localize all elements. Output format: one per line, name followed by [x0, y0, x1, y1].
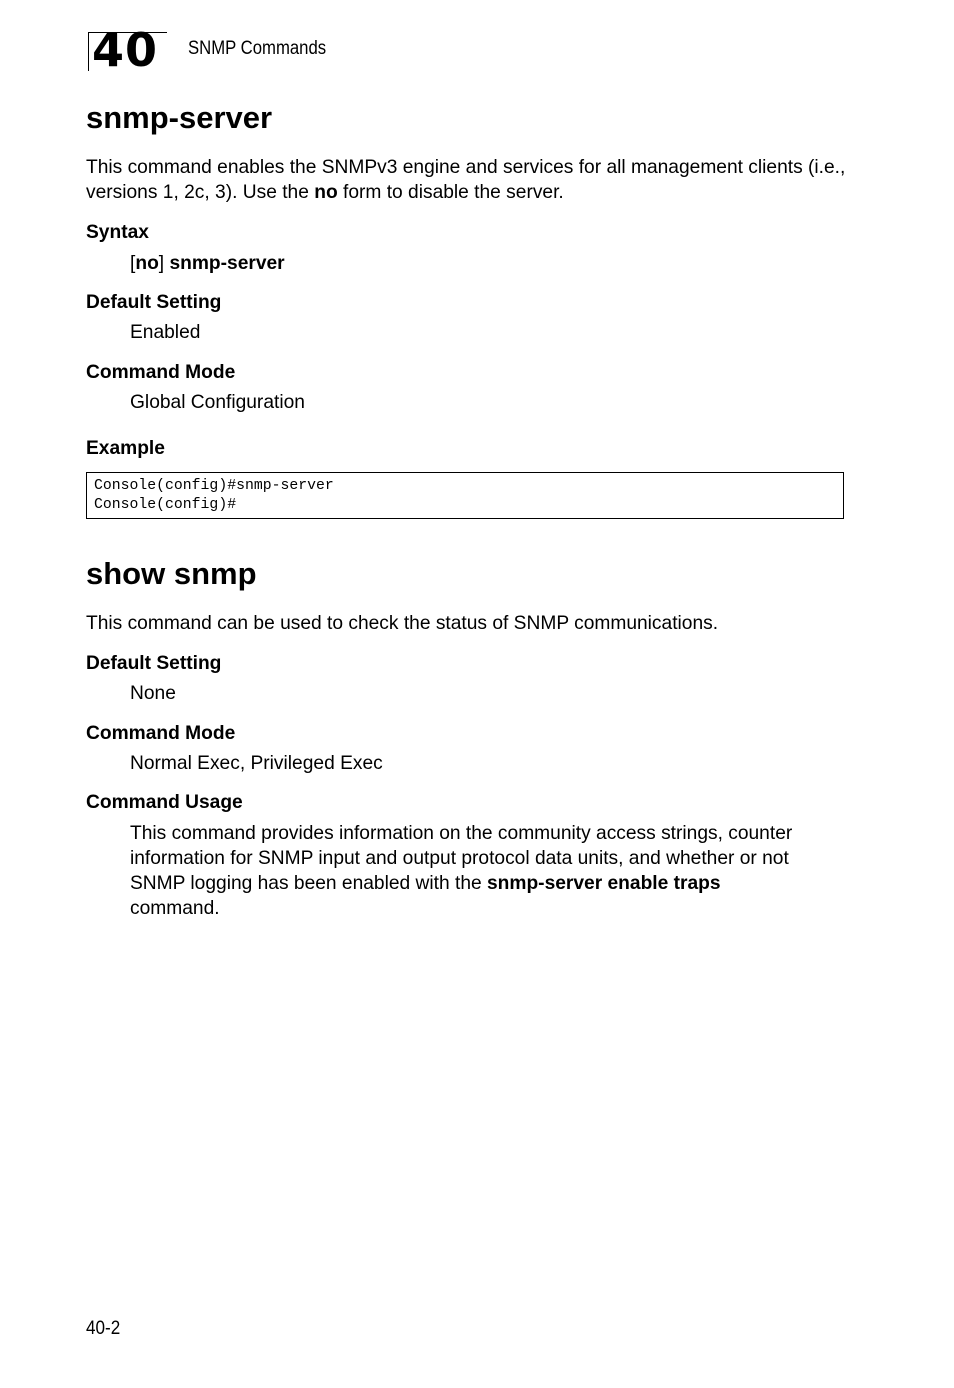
syntax-line: [130, 251, 285, 276]
default-setting-label: Default Setting: [86, 653, 222, 674]
syntax-command: snmp-server: [169, 253, 285, 274]
usage-line: information for SNMP input and output protocol data units, and whether or not: [130, 848, 789, 869]
usage-text: SNMP logging has been enabled with the: [130, 873, 487, 894]
code-line: Console(config)#: [94, 497, 237, 513]
snmp-server-description: [86, 155, 856, 205]
default-setting-value: None: [130, 683, 176, 704]
code-line: Console(config)#snmp-server: [94, 478, 334, 494]
example-label: Example: [86, 438, 165, 459]
command-mode-label: Command Mode: [86, 723, 236, 744]
syntax-no: no: [135, 253, 159, 274]
usage-line: command.: [130, 898, 220, 919]
usage-line: [130, 871, 870, 896]
syntax-label: Syntax: [86, 222, 149, 243]
syntax-bracket-open: [: [130, 253, 136, 274]
command-usage-text: [130, 821, 870, 921]
chapter-number: 40: [92, 23, 159, 77]
usage-line: This command provides information on the community access strings, counter: [130, 823, 793, 844]
usage-command-bold: snmp-server enable traps: [487, 873, 721, 894]
description-bold-no: no: [314, 182, 338, 203]
command-mode-label: Command Mode: [86, 362, 236, 383]
example-code-block: [86, 472, 844, 519]
default-setting-value: Enabled: [130, 322, 201, 343]
page-number: 40-2: [86, 1318, 121, 1339]
section-title-show-snmp: show snmp: [86, 556, 257, 591]
syntax-bracket-close: ]: [158, 253, 170, 274]
section-title-snmp-server: snmp-server: [86, 100, 273, 135]
command-usage-label: Command Usage: [86, 792, 243, 813]
show-snmp-description: This command can be used to check the status of SNMP communications.: [86, 613, 719, 634]
default-setting-label: Default Setting: [86, 292, 222, 313]
command-mode-value: Global Configuration: [130, 392, 305, 413]
chapter-title: SNMP Commands: [188, 38, 327, 59]
description-text-end: form to disable the server.: [337, 182, 564, 203]
description-text: This command enables the SNMPv3 engine and services for all management clients (i.e., versions 1, 2c, 3). Use the: [86, 157, 846, 203]
command-mode-value: Normal Exec, Privileged Exec: [130, 753, 383, 774]
